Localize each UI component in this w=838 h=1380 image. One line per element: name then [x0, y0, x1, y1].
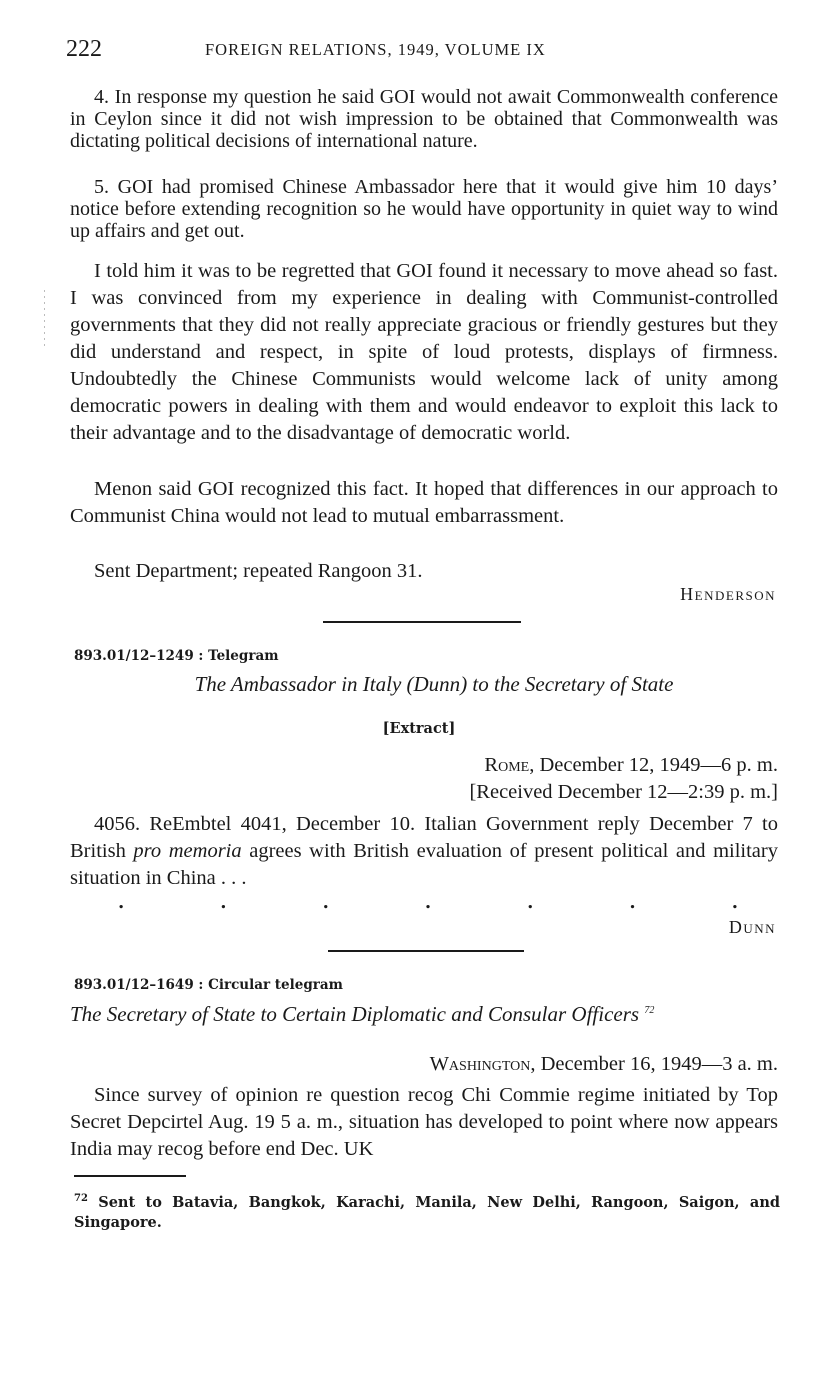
file-reference: 893.01/12–1249 : Telegram	[74, 648, 279, 664]
dateline: Washington, December 16, 1949—3 a. m.	[429, 1053, 778, 1075]
margin-mark	[44, 290, 45, 350]
footnote-rule	[74, 1175, 186, 1177]
ellipsis-dot: .	[731, 892, 738, 913]
footnote-reference: 72	[644, 1005, 655, 1016]
paragraph-4056: 4056. ReEmbtel 4041, December 10. Italian Government reply December 7 to British pro memoria agrees with British evaluation of present political and military situation in China . . .	[70, 813, 778, 889]
received-line: [Received December 12—2:39 p. m.]	[469, 781, 778, 803]
document-heading: The Secretary of State to Certain Diplomatic and Consular Officers $^{72}$	[70, 1002, 655, 1026]
ellipsis-dot: .	[629, 892, 636, 913]
page-number: 222	[66, 36, 102, 62]
ellipsis-dot: .	[118, 892, 125, 913]
footnote-marker: 72	[74, 1193, 88, 1204]
paragraph-5: 5. GOI had promised Chinese Ambassador here that it would give him 10 days’ notice before extending recognition so he would have opportunity in quiet way to wind up affairs and get out.	[70, 176, 778, 242]
ellipsis-row	[118, 892, 738, 913]
signature-henderson: Henderson	[680, 584, 776, 604]
ellipsis-dot: .	[527, 892, 534, 913]
paragraph-4: 4. In response my question he said GOI would not await Commonwealth conference in Ceylon since it did not wish impression to be obtained that Commonwealth was dictating political decisions of international nature.	[70, 86, 778, 152]
paragraph-since: Since survey of opinion re question recog Chi Commie regime initiated by Top Secret Depcirtel Aug. 19 5 a. m., situation has developed to point where now appears India may recog before end Dec. UK	[70, 1084, 778, 1160]
paragraph-sent: Sent Department; repeated Rangoon 31.	[94, 560, 423, 582]
file-reference: 893.01/12–1649 : Circular telegram	[74, 977, 343, 993]
place: Rome	[484, 754, 530, 776]
dateline: Rome, December 12, 1949—6 p. m.	[484, 754, 778, 776]
footnote: $^{72}$ Sent to Batavia, Bangkok, Karachi, Manila, New Delhi, Rangoon, Saigon, and Singapore.	[74, 1193, 780, 1231]
divider	[328, 950, 524, 952]
running-title: FOREIGN RELATIONS, 1949, VOLUME IX	[205, 40, 546, 59]
paragraph-told: I told him it was to be regretted that GOI found it necessary to move ahead so fast. I was convinced from my experience in dealing with Communist-controlled governments that they did not really appreciate gracious or friendly gestures but they did understand and respect, in spite of loud protests, displays of firmness. Undoubtedly the Chinese Communists would welcome lack of unity among democratic powers in dealing with them and would endeavor to exploit this lack to their advantage and to the disadvantage of democratic world.	[70, 260, 778, 444]
extract-label: [Extract]	[382, 720, 456, 737]
ellipsis-dot: .	[220, 892, 227, 913]
document-heading: The Ambassador in Italy (Dunn) to the Secretary of State	[194, 672, 674, 696]
heading-name: Dunn	[413, 672, 461, 696]
ellipsis-dot: .	[424, 892, 432, 913]
pro-memoria: pro memoria	[133, 840, 242, 862]
signature-dunn: Dunn	[728, 917, 776, 937]
place: Washington	[429, 1053, 531, 1075]
divider	[323, 621, 521, 623]
paragraph-menon: Menon said GOI recognized this fact. It hoped that differences in our approach to Communist China would not lead to mutual embarrassment.	[70, 478, 778, 527]
ellipsis-dot: .	[322, 892, 329, 913]
